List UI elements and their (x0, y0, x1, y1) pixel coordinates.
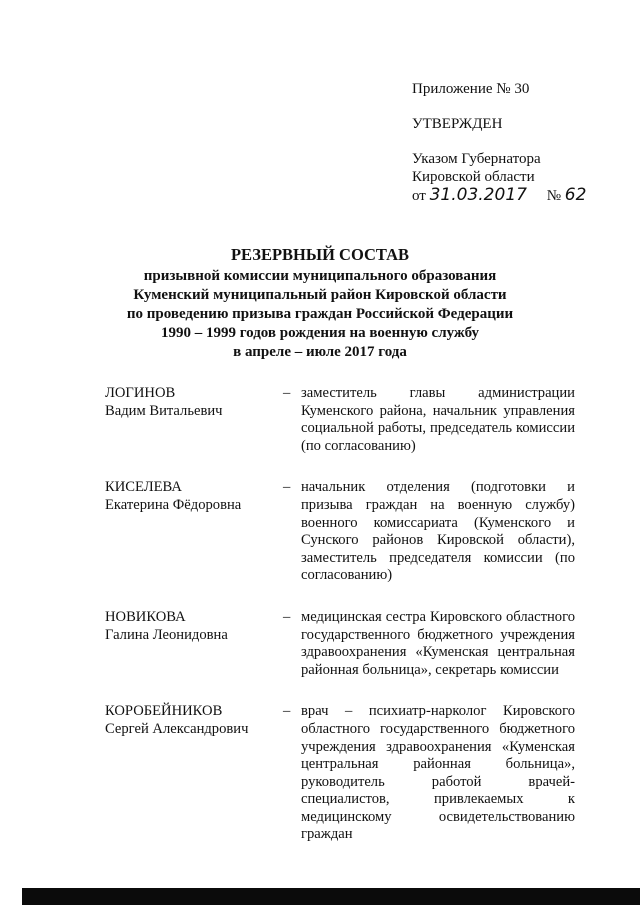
member-name (105, 609, 280, 679)
member-surname: КИСЕЛЕВА (105, 479, 182, 496)
member-role: начальник отделения (подготовки и призыва граждан на военную службу) военного комиссариата (Куменского и Сунского районов Кировской области), заместитель председателя комиссии (по согласованию) (301, 479, 575, 584)
decree-line-2: Кировской области (412, 169, 535, 185)
heading-line-2: Куменский муниципальный район Кировской области (133, 287, 507, 303)
member-entry (105, 479, 575, 585)
handwritten-number: 62 (564, 185, 587, 205)
approval-block (412, 80, 586, 205)
member-entry (105, 385, 575, 455)
member-entry (105, 703, 575, 844)
member-name (105, 703, 280, 844)
member-given-names: Вадим Витальевич (105, 402, 223, 419)
scan-edge-bar (22, 888, 640, 905)
member-surname: КОРОБЕЙНИКОВ (105, 703, 223, 720)
member-dash: – (283, 385, 291, 401)
member-entry (105, 609, 575, 679)
member-dash: – (283, 479, 291, 496)
member-given-names: Екатерина Фёдоровна (105, 496, 242, 513)
document-heading (0, 245, 640, 362)
heading-line-5: в апреле – июле 2017 года (233, 344, 407, 360)
appendix-number: Приложение № 30 (412, 81, 530, 97)
approved-label: УТВЕРЖДЕН (412, 116, 503, 132)
decree-date-line (412, 186, 586, 205)
member-role: заместитель главы администрации Куменского района, начальник управления социальной работы, председатель комиссии (по согласованию) (301, 385, 575, 454)
document-title: РЕЗЕРВНЫЙ СОСТАВ (230, 245, 410, 264)
member-given-names: Галина Леонидовна (105, 626, 228, 643)
heading-line-4: 1990 – 1999 годов рождения на военную службу (160, 325, 480, 341)
number-label: № (546, 188, 562, 204)
member-role: медицинская сестра Кировского областного государственного бюджетного учреждения здравоохранения «Куменская центральная районная больница», секретарь комиссии (301, 608, 575, 678)
heading-line-1: призывной комиссии муниципального образования (143, 268, 497, 284)
date-prefix: от (412, 188, 426, 204)
member-name (105, 385, 280, 455)
member-dash: – (283, 608, 291, 625)
member-name (105, 479, 280, 585)
member-dash: – (283, 703, 291, 720)
handwritten-date: 31.03.2017 (429, 185, 527, 205)
member-role: врач – психиатр-нарколог Кировского областного государственного бюджетного учреждения здравоохранения «Куменская центральная районная больница», руководитель работой врачей-специалистов, привлекаемых к медицинскому освидетельствованию граждан (301, 703, 575, 843)
member-surname: НОВИКОВА (105, 608, 186, 625)
decree-line-1: Указом Губернатора (412, 151, 541, 167)
member-given-names: Сергей Александрович (105, 720, 249, 737)
member-list (105, 385, 575, 868)
member-surname: ЛОГИНОВ (105, 385, 176, 401)
heading-line-3: по проведению призыва граждан Российской Федерации (126, 306, 514, 322)
